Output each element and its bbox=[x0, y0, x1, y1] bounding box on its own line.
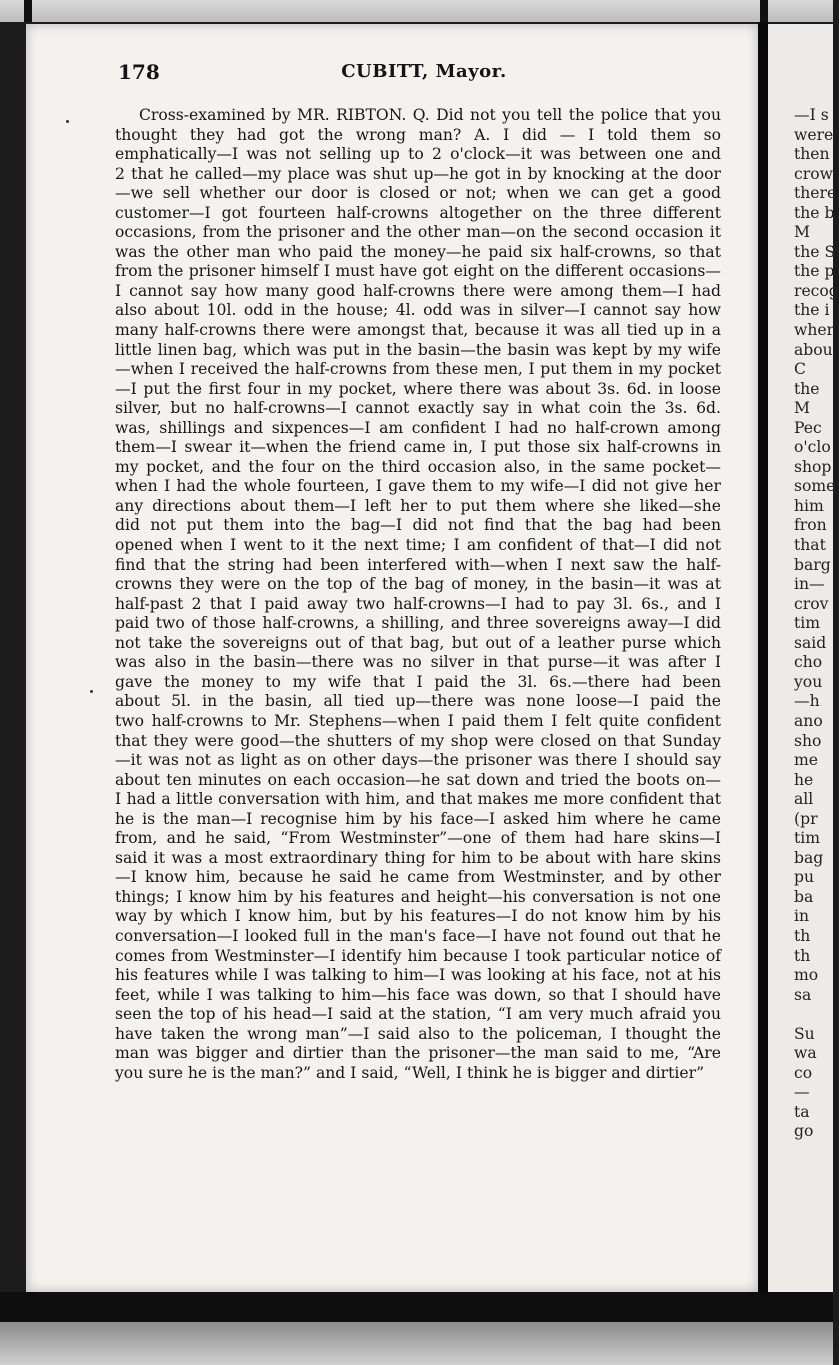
right-page-line: the i bbox=[794, 301, 830, 320]
right-page-line: him bbox=[794, 496, 824, 515]
text-line: things; I know him by his features and height—his conversation is not one bbox=[115, 887, 721, 906]
text-line: also about 10l. odd in the house; 4l. odd was in silver—I cannot say how bbox=[115, 301, 721, 320]
right-page-line: (pr bbox=[794, 809, 818, 828]
scan-bottom-strip bbox=[0, 1322, 833, 1365]
right-page-line: M bbox=[794, 223, 810, 242]
scan-mark bbox=[24, 0, 32, 22]
right-page-line: —h bbox=[794, 692, 820, 711]
right-page-line: some bbox=[794, 477, 836, 496]
right-page-line: wher bbox=[794, 321, 835, 340]
text-line: was the other man who paid the money—he paid six half-crowns, so that bbox=[115, 242, 721, 261]
right-page-line: fron bbox=[794, 516, 827, 535]
right-page-line: bag bbox=[794, 848, 824, 867]
text-line: —I put the first four in my pocket, where there was about 3s. 6d. in loose bbox=[115, 379, 721, 398]
scan-bottom-band bbox=[0, 1292, 833, 1322]
right-page-line: all bbox=[794, 790, 814, 809]
right-page-line: M bbox=[794, 399, 810, 418]
text-line: when I had the whole fourteen, I gave them to my wife—I did not give her bbox=[115, 477, 721, 496]
right-page-line: co bbox=[794, 1063, 813, 1082]
text-line: feet, while I was talking to him—his face was down, so that I should have bbox=[115, 985, 721, 1004]
text-line: man was bigger and dirtier than the prisoner—the man said to me, “Are bbox=[115, 1044, 721, 1063]
right-page-line: mo bbox=[794, 966, 819, 985]
text-line: did not put them into the bag—I did not find that the bag had been bbox=[115, 516, 721, 535]
text-line: you sure he is the man?” and I said, “Well, I think he is bigger and dirtier” bbox=[115, 1063, 705, 1082]
text-line: seen the top of his head—I said at the station, “I am very much afraid you bbox=[115, 1005, 721, 1024]
right-page-line: the b bbox=[794, 203, 835, 222]
book-gutter bbox=[758, 22, 768, 1292]
right-page-line: —I s bbox=[794, 106, 829, 124]
right-page-line: in bbox=[794, 907, 810, 926]
right-page-line: were bbox=[794, 125, 834, 144]
page-header bbox=[118, 60, 730, 90]
text-line: way by which I know him, but by his features—I do not know him by his bbox=[115, 907, 721, 926]
right-page-line: — bbox=[794, 1083, 810, 1102]
text-line: his features while I was talking to him—I was looking at his face, not at his bbox=[115, 966, 721, 985]
right-page-line: abou bbox=[794, 340, 833, 359]
right-page-fragment bbox=[768, 24, 839, 1292]
text-line: conversation—I looked full in the man's face—I have not found out that he bbox=[115, 926, 721, 945]
text-line: Cross-examined by MR. RIBTON. Q. Did not you tell the police that you bbox=[139, 106, 721, 124]
page-number: 178 bbox=[118, 60, 160, 84]
text-line: have taken the wrong man”—I said also to the policeman, I thought the bbox=[115, 1024, 721, 1043]
scan-top-strip bbox=[0, 0, 833, 22]
text-line: any directions about them—I left her to put them where she liked—she bbox=[115, 496, 721, 515]
right-page-line: wa bbox=[794, 1044, 817, 1063]
right-page-line: tim bbox=[794, 829, 821, 848]
right-page-line: in— bbox=[794, 575, 825, 594]
text-line: said it was a most extraordinary thing for him to be about with hare skins bbox=[115, 848, 721, 867]
right-page-line: there bbox=[794, 184, 837, 203]
text-line: gave the money to my wife that I paid the 3l. 6s.—there had been bbox=[115, 672, 721, 691]
text-line: customer—I got fourteen half-crowns altogether on the three different bbox=[115, 203, 721, 222]
text-line: not take the sovereigns out of that bag, but out of a leather purse which bbox=[115, 633, 721, 652]
right-page-line bbox=[768, 1005, 839, 1025]
text-line: 2 that he called—my place was shut up—he got in by knocking at the door bbox=[115, 164, 721, 183]
text-line: was, shillings and sixpences—I am confident I had no half-crown among bbox=[115, 418, 721, 437]
text-line: I cannot say how many good half-crowns there were among them—I had bbox=[115, 281, 721, 300]
right-page-line: sa bbox=[794, 985, 812, 1004]
text-line: little linen bag, which was put in the basin—the basin was kept by my wife bbox=[115, 340, 721, 359]
text-line: half-past 2 that I paid away two half-crowns—I had to pay 3l. 6s., and I bbox=[115, 594, 721, 613]
text-line: was also in the basin—there was no silver in that purse—it was after I bbox=[115, 653, 721, 672]
margin-speck bbox=[90, 690, 93, 693]
right-page-line: crow bbox=[794, 164, 833, 183]
right-page-text bbox=[768, 106, 839, 1142]
right-page-line: th bbox=[794, 926, 811, 945]
right-page-line: cho bbox=[794, 653, 823, 672]
text-line: paid two of those half-crowns, a shilling, and three sovereigns away—I did bbox=[115, 614, 721, 633]
text-line: crowns they were on the top of the bag of money, in the basin—it was at bbox=[115, 575, 721, 594]
right-page-line: then bbox=[794, 145, 830, 164]
right-page-line: the p bbox=[794, 262, 835, 281]
text-line: I had a little conversation with him, and that makes me more confident that bbox=[115, 790, 721, 809]
right-page-line: crov bbox=[794, 594, 829, 613]
right-page-line: the S bbox=[794, 242, 836, 261]
text-line: two half-crowns to Mr. Stephens—when I paid them I felt quite confident bbox=[115, 711, 721, 730]
text-line: —it was not as light as on other days—the prisoner was there I should say bbox=[115, 751, 721, 770]
right-page-line: th bbox=[794, 946, 811, 965]
right-page-line: C bbox=[794, 360, 806, 379]
text-line: many half-crowns there were amongst that, because it was all tied up in a bbox=[115, 321, 721, 340]
right-page-line: that bbox=[794, 536, 826, 555]
text-line: about ten minutes on each occasion—he sat down and tried the boots on— bbox=[115, 770, 721, 789]
text-line: —when I received the half-crowns from these men, I put them in my pocket bbox=[115, 360, 721, 379]
right-page-line: barg bbox=[794, 555, 831, 574]
right-page-line: recog bbox=[794, 281, 839, 300]
right-page-line: ta bbox=[794, 1102, 810, 1121]
text-line: occasions, from the prisoner and the other man—on the second occasion it bbox=[115, 223, 721, 242]
transcript-body bbox=[115, 106, 721, 1083]
text-line: silver, but no half-crowns—I cannot exactly say in what coin the 3s. 6d. bbox=[115, 399, 721, 418]
text-line: —we sell whether our door is closed or not; when we can get a good bbox=[115, 184, 721, 203]
right-page-line: go bbox=[794, 1122, 814, 1141]
text-line: emphatically—I was not selling up to 2 o'clock—it was between one and bbox=[115, 145, 721, 164]
text-line: from the prisoner himself I must have got eight on the different occasions— bbox=[115, 262, 721, 281]
right-page-line: pu bbox=[794, 868, 815, 887]
right-page-line: ano bbox=[794, 711, 823, 730]
right-page-line: Su bbox=[794, 1024, 815, 1043]
right-page-line: sho bbox=[794, 731, 822, 750]
right-page-line: me bbox=[794, 751, 819, 770]
text-line: thought they had got the wrong man? A. I did — I told them so bbox=[115, 125, 721, 144]
text-line: them—I swear it—when the friend came in, I put those six half-crowns in bbox=[115, 438, 721, 457]
text-line: my pocket, and the four on the third occasion also, in the same pocket— bbox=[115, 457, 721, 476]
text-line: opened when I went to it the next time; I am confident of that—I did not bbox=[115, 536, 721, 555]
text-line: about 5l. in the basin, all tied up—there was none loose—I paid the bbox=[115, 692, 721, 711]
right-page-line: o'clo bbox=[794, 438, 831, 457]
text-line: —I know him, because he said he came from Westminster, and by other bbox=[115, 868, 721, 887]
running-head: CUBITT, Mayor. bbox=[341, 61, 507, 82]
right-page-line: Pec bbox=[794, 418, 822, 437]
right-page-line: tim bbox=[794, 614, 821, 633]
right-page-line: he bbox=[794, 770, 814, 789]
right-page-line: you bbox=[794, 672, 823, 691]
text-line: find that the string had been interfered with—when I next saw the half- bbox=[115, 555, 721, 574]
text-line: he is the man—I recognise him by his face—I asked him where he came bbox=[115, 809, 721, 828]
right-page-line: shop bbox=[794, 457, 832, 476]
text-line: comes from Westminster—I identify him because I took particular notice of bbox=[115, 946, 721, 965]
scan-mark bbox=[760, 0, 768, 22]
right-page-line: ba bbox=[794, 887, 814, 906]
right-page-line: said bbox=[794, 633, 827, 652]
text-line: that they were good—the shutters of my shop were closed on that Sunday bbox=[115, 731, 721, 750]
text-line: from, and he said, “From Westminster”—one of them had hare skins—I bbox=[115, 829, 721, 848]
margin-speck bbox=[66, 120, 69, 123]
right-page-line: the bbox=[794, 379, 820, 398]
